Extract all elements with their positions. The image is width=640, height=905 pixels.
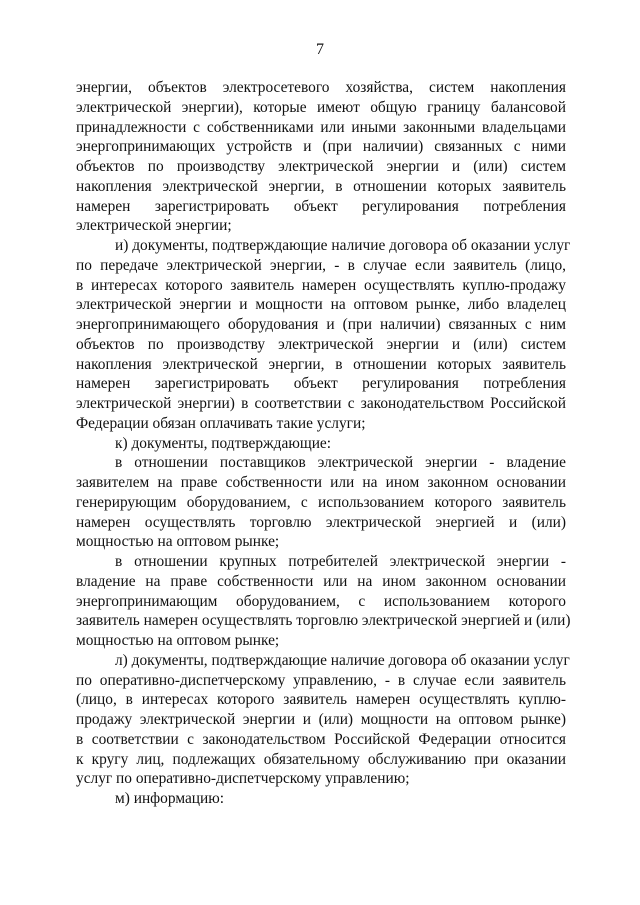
paragraph-suppliers bbox=[76, 453, 566, 552]
paragraph-consumers bbox=[76, 552, 571, 651]
paragraph-continuation bbox=[76, 78, 566, 236]
text-line: в отношении поставщиков электрической энергии - владение bbox=[115, 454, 566, 472]
text-line: продажу электрической энергии и (или) мощности на оптовом рынке) bbox=[76, 711, 566, 728]
text-line: намерен зарегистрировать объект регулирования потребления bbox=[76, 375, 566, 393]
text-line: и) документы, подтверждающие наличие договора об оказании услуг bbox=[115, 237, 571, 254]
text-line: энергопринимающим оборудованием, с использованием которого bbox=[76, 592, 566, 610]
text-line: м) информацию: bbox=[115, 790, 225, 807]
text-line: генерирующим оборудованием, с использованием которого заявитель bbox=[76, 493, 566, 511]
text-line: по оперативно-диспетчерскому управлению, - в случае если заявитель bbox=[76, 671, 566, 689]
text-line: электрической энергии и мощности на оптовом рынке, либо владелец bbox=[76, 296, 566, 314]
paragraph-item-l bbox=[76, 651, 570, 789]
document-body bbox=[76, 78, 571, 809]
text-line: принадлежности с собственниками или иными законными владельцами bbox=[76, 118, 566, 136]
text-line: намерен осуществлять торговлю электрической энергией и (или) bbox=[76, 513, 566, 531]
page-number: 7 bbox=[316, 41, 324, 58]
text-line: намерен зарегистрировать объект регулирования потребления bbox=[76, 197, 566, 215]
text-line: л) документы, подтверждающие наличие договора об оказании услуг bbox=[115, 651, 570, 669]
text-line: к) документы, подтверждающие: bbox=[115, 434, 332, 452]
text-line: накопления электрической энергии, в отношении которых заявитель bbox=[76, 177, 566, 195]
text-line: владение на праве собственности или на ином законном основании bbox=[76, 572, 566, 590]
text-line: объектов по производству электрической энергии и (или) систем bbox=[76, 335, 566, 353]
text-line: (лицо, в интересах которого заявитель намерен осуществлять куплю- bbox=[76, 691, 566, 709]
paragraph-item-i bbox=[76, 236, 571, 434]
text-line: объектов по производству электрической энергии и (или) систем bbox=[76, 158, 566, 175]
text-line: в соответствии с законодательством Российской Федерации относится bbox=[76, 730, 566, 748]
text-line: по передаче электрической энергии, - в случае если заявитель (лицо, bbox=[76, 256, 566, 274]
text-line: в отношении крупных потребителей электрической энергии - bbox=[115, 553, 566, 570]
text-line: услуг по оперативно-диспетчерскому управлению; bbox=[76, 770, 410, 788]
text-line: энергии, объектов электросетевого хозяйства, систем накопления bbox=[76, 79, 566, 96]
text-line: мощностью на оптовом рынке; bbox=[76, 533, 280, 551]
paragraph-item-m bbox=[76, 789, 566, 809]
text-line: электрической энергии), которые имеют общую границу балансовой bbox=[76, 98, 566, 116]
text-line: мощностью на оптовом рынке; bbox=[76, 632, 280, 649]
text-line: энергопринимающего оборудования и (при наличии) связанных с ним bbox=[76, 316, 566, 333]
text-line: накопления электрической энергии, в отношении которых заявитель bbox=[76, 355, 566, 373]
text-line: энергопринимающих устройств и (при наличии) связанных с ними bbox=[76, 138, 566, 156]
text-line: электрической энергии; bbox=[76, 217, 232, 235]
text-line: электрической энергии) в соответствии с законодательством Российской bbox=[76, 395, 566, 412]
text-line: заявитель намерен осуществлять торговлю электрической энергией и (или) bbox=[76, 612, 571, 630]
text-line: Федерации обязан оплачивать такие услуги; bbox=[76, 414, 366, 432]
text-line: в интересах которого заявитель намерен осуществлять куплю-продажу bbox=[76, 276, 566, 294]
text-line: заявителем на праве собственности или на ином законном основании bbox=[76, 474, 566, 491]
text-line: к кругу лиц, подлежащих обязательному обслуживанию при оказании bbox=[76, 750, 566, 768]
paragraph-item-k bbox=[76, 434, 566, 454]
